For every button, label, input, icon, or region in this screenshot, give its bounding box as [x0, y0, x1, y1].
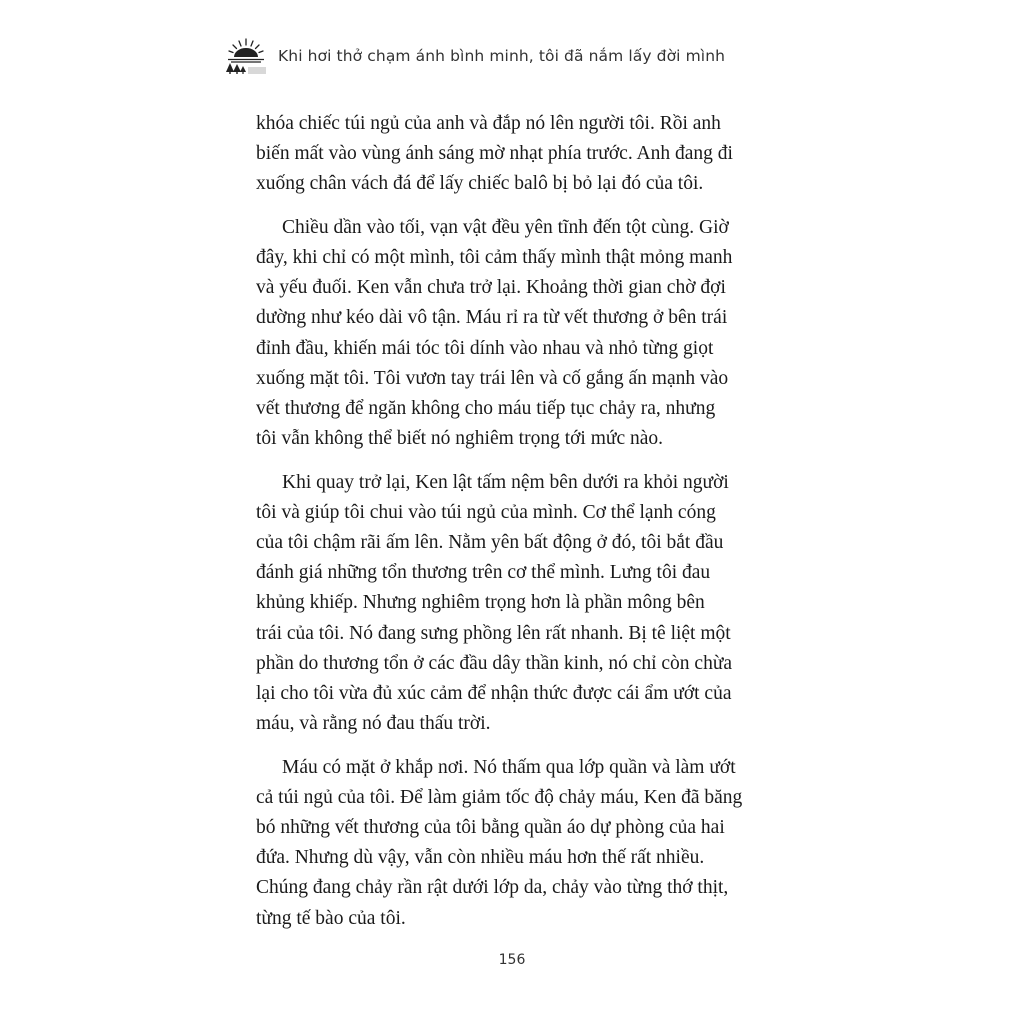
text-line: của tôi chậm rãi ấm lên. Nằm yên bất động ở đó, tôi bắt đầu [256, 532, 724, 554]
paragraph [256, 109, 776, 200]
text-line: xuống mặt tôi. Tôi vươn tay trái lên và cố gắng ấn mạnh vào [256, 367, 729, 389]
text-line: Máu có mặt ở khắp nơi. Nó thấm qua lớp quần và làm ướt [282, 756, 736, 778]
running-header [222, 36, 725, 76]
sunrise-trees-icon [222, 36, 270, 76]
text-line: từng tế bào của tôi. [256, 907, 406, 929]
text-line: phần do thương tổn ở các đầu dây thần kinh, nó chỉ còn chừa [256, 652, 733, 674]
paragraph [256, 213, 776, 455]
text-line: máu, và rằng nó đau thấu trời. [256, 713, 491, 735]
text-line: Chúng đang chảy rần rật dưới lớp da, chảy vào từng thớ thịt, [256, 877, 729, 899]
text-line: khủng khiếp. Nhưng nghiêm trọng hơn là phần mông bên [256, 592, 705, 614]
text-line: lại cho tôi vừa đủ xúc cảm để nhận thức được cái ẩm ướt của [256, 682, 732, 704]
page-number: 156 [498, 952, 526, 968]
text-line: xuống chân vách đá để lấy chiếc balô bị bỏ lại đó của tôi. [256, 173, 704, 195]
text-line: đỉnh đầu, khiến mái tóc tôi dính vào nhau và nhỏ từng giọt [256, 337, 714, 359]
text-line: dường như kéo dài vô tận. Máu rỉ ra từ vết thương ở bên trái [256, 307, 728, 329]
text-line: vết thương để ngăn không cho máu tiếp tục chảy ra, nhưng [256, 397, 716, 419]
text-line: trái của tôi. Nó đang sưng phồng lên rất nhanh. Bị tê liệt một [256, 622, 731, 644]
paragraph [256, 753, 776, 934]
text-line: tôi vẫn không thể biết nó nghiêm trọng tới mức nào. [256, 428, 664, 450]
text-line: Khi quay trở lại, Ken lật tấm nệm bên dưới ra khỏi người [282, 471, 729, 493]
text-line: biến mất vào vùng ánh sáng mờ nhạt phía trước. Anh đang đi [256, 143, 733, 165]
text-line: tôi và giúp tôi chui vào túi ngủ của mình. Cơ thể lạnh cóng [256, 501, 716, 523]
text-line: đánh giá những tổn thương trên cơ thể mình. Lưng tôi đau [256, 562, 711, 584]
text-line: đứa. Nhưng dù vậy, vẫn còn nhiều máu hơn thế rất nhiều. [256, 847, 705, 869]
text-line: đây, khi chỉ có một mình, tôi cảm thấy mình thật mỏng manh [256, 247, 733, 269]
running-header-title: Khi hơi thở chạm ánh bình minh, tôi đã nắm lấy đời mình [278, 47, 726, 65]
text-line: Chiều dần vào tối, vạn vật đều yên tĩnh đến tột cùng. Giờ [282, 216, 729, 238]
text-line: cả túi ngủ của tôi. Để làm giảm tốc độ chảy máu, Ken đã băng [256, 786, 743, 808]
text-line: khóa chiếc túi ngủ của anh và đắp nó lên người tôi. Rồi anh [256, 113, 721, 134]
paragraph [256, 468, 776, 740]
text-line: bó những vết thương của tôi bằng quần áo dự phòng của hai [256, 817, 725, 839]
text-line: và yếu đuối. Ken vẫn chưa trở lại. Khoảng thời gian chờ đợi [256, 277, 726, 299]
body-text [256, 109, 776, 947]
